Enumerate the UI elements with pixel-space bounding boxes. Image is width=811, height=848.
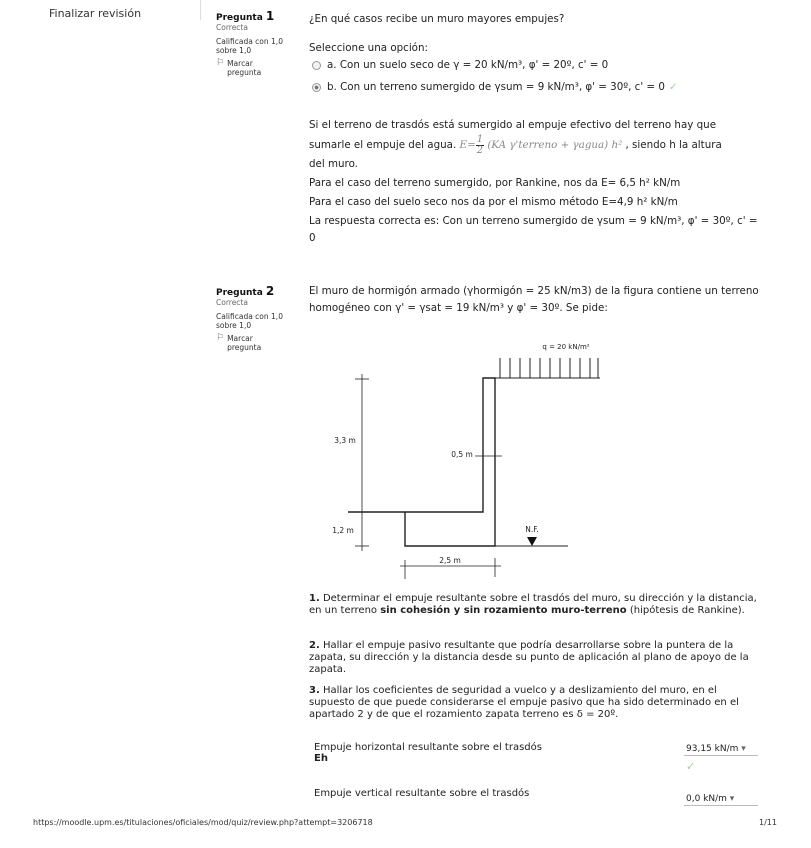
- question-2-state: Correcta: [216, 298, 248, 307]
- correct-answer-text: La respuesta correcta es: Con un terreno sumergido de γsum = 9 kN/m³, φ' = 30º, c' = 0: [309, 215, 758, 244]
- question-1-option-b[interactable]: b. Con un terreno sumergido de γsum = 9 kN/m³, φ' = 30º, c' = 0 ✓: [312, 79, 678, 96]
- answer-1-label: Empuje horizontal resultante sobre el trasdós Eh: [314, 742, 542, 764]
- radio-option-a[interactable]: [312, 61, 321, 70]
- question-1-flag-button[interactable]: ⚐ Marcar pregunta: [216, 58, 262, 77]
- question-1-state: Correcta: [216, 23, 248, 32]
- question-2-intro: El muro de hormigón armado (γhormigón = 25 kN/m3) de la figura contiene un terreno homogéneo con γ' = γsat = 19 kN/m³ y φ' = 30º. Se pide:: [309, 285, 759, 314]
- question-1-grade: Calificada con 1,0 sobre 1,0: [216, 37, 283, 55]
- question-1-number: Pregunta 1: [216, 9, 275, 23]
- question-2-item-1: 1. Determinar el empuje resultante sobre el trasdós del muro, su dirección y la distancia, en un terreno sin cohesión y sin rozamiento muro-terreno (hipótesis de Rankine).: [309, 593, 757, 616]
- chevron-down-icon: ▾: [729, 794, 735, 804]
- answer-2-select[interactable]: 0,0 kN/m ▾: [684, 794, 758, 806]
- question-2-info: [216, 284, 286, 352]
- nf-label: N.F.: [525, 525, 539, 534]
- question-1-feedback: [309, 117, 779, 247]
- retaining-wall-figure: [320, 340, 610, 585]
- footer-page: 1/11: [759, 818, 777, 827]
- answer-2-label: Empuje vertical resultante sobre el trasdós: [314, 788, 530, 799]
- question-2-grade: Calificada con 1,0 sobre 1,0: [216, 312, 283, 330]
- feedback-line-3: del muro.: [309, 158, 358, 170]
- finish-review-link[interactable]: Finalizar revisión: [49, 7, 142, 20]
- check-icon: ✓: [668, 81, 678, 93]
- chevron-down-icon: ▾: [741, 744, 746, 754]
- footer-url: https://moodle.upm.es/titulaciones/oficiales/mod/quiz/review.php?attempt=3206718: [33, 818, 373, 827]
- radio-option-b[interactable]: [312, 83, 321, 92]
- formula: E= $\frac{1}{2}$ (KA γ'terreno + γagua) h²: [459, 133, 623, 156]
- question-2-item-3: 3. Hallar los coeficientes de seguridad a vuelco y a deslizamiento del muro, en el supuesto de que puede considerarse el empuje pasivo que ha sido determinado en el apartado 2 y de que el rozamiento zapata terreno es δ = 20º.: [309, 685, 739, 720]
- check-icon: ✓: [686, 760, 696, 773]
- question-1-text: ¿En qué casos recibe un muro mayores empujes?: [309, 13, 565, 25]
- dim-3-3: 3,3 m: [334, 436, 356, 445]
- sidebar-divider: [200, 0, 201, 20]
- question-2-number: Pregunta 2: [216, 284, 275, 298]
- dim-0-5: 0,5 m: [451, 450, 473, 459]
- question-2-flag-button[interactable]: ⚐ Marcar pregunta: [216, 333, 262, 352]
- feedback-line-2: sumarle el empuje del agua. E= $\frac{1}{2}$ (KA γ'terreno + γagua) h² , siendo h la altura: [309, 133, 722, 156]
- dim-1-2: 1,2 m: [332, 526, 354, 535]
- flag-icon: ⚐: [216, 58, 225, 68]
- dim-2-5: 2,5 m: [439, 556, 461, 565]
- q-label: q = 20 kN/m²: [542, 343, 590, 351]
- question-1-option-a[interactable]: a. Con un suelo seco de γ = 20 kN/m³, φ' = 20º, c' = 0: [312, 57, 608, 74]
- feedback-line-4: Para el caso del terreno sumergido, por Rankine, nos da E= 6,5 h² kN/m: [309, 177, 681, 189]
- flag-icon: ⚐: [216, 333, 225, 343]
- feedback-line-1: Si el terreno de trasdós está sumergido al empuje efectivo del terreno hay que: [309, 119, 717, 131]
- question-1-info: [216, 9, 286, 77]
- question-1-prompt: Seleccione una opción:: [309, 42, 428, 54]
- question-2-item-2: 2. Hallar el empuje pasivo resultante que podría desarrollarse sobre la puntera de la zapata, su dirección y la distancia desde su punto de aplicación al plano de apoyo de la zapata.: [309, 640, 749, 675]
- feedback-line-5: Para el caso del suelo seco nos da por el mismo método E=4,9 h² kN/m: [309, 196, 678, 208]
- answer-1-select[interactable]: 93,15 kN/m ▾: [684, 744, 758, 756]
